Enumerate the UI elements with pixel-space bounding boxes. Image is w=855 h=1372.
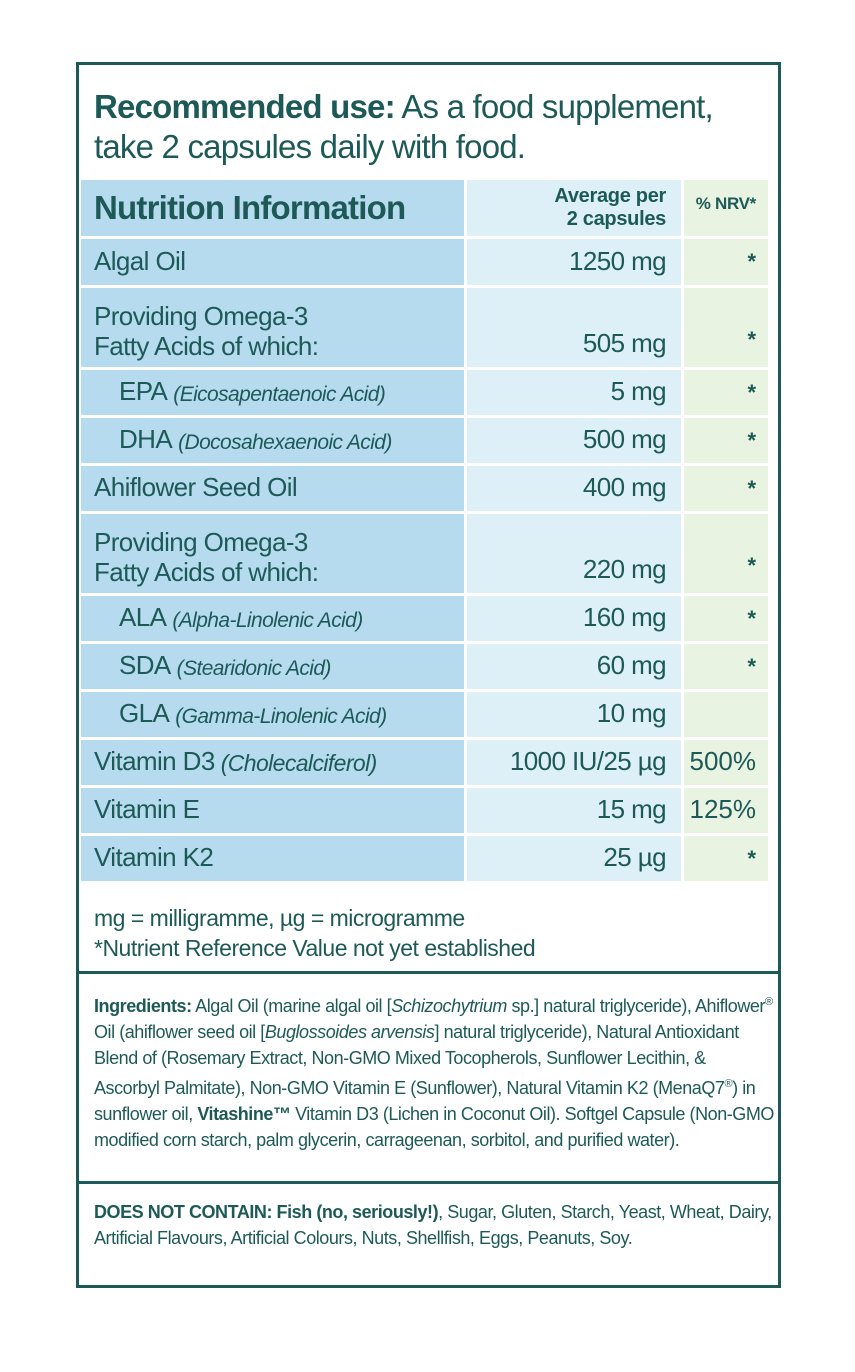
does-not-contain-text bbox=[94, 1199, 774, 1251]
divider bbox=[79, 1181, 778, 1184]
row-nrv bbox=[684, 692, 768, 737]
row-name: Vitamin E bbox=[81, 788, 464, 833]
row-amount: 220 mg bbox=[467, 514, 681, 593]
table-row bbox=[81, 692, 768, 737]
row-name-line1: Providing Omega-3 bbox=[94, 301, 308, 331]
ingredients-text bbox=[94, 989, 774, 1153]
row-nrv: * bbox=[684, 466, 768, 511]
row-name-main: Vitamin D3 bbox=[94, 746, 215, 776]
table-row bbox=[81, 239, 768, 285]
table-header-row bbox=[81, 180, 768, 236]
row-name bbox=[81, 644, 464, 689]
recommended-use bbox=[94, 87, 713, 167]
row-name-detail: (Stearidonic Acid) bbox=[176, 657, 331, 680]
table-row bbox=[81, 740, 768, 785]
divider bbox=[79, 971, 778, 974]
row-nrv: * bbox=[684, 836, 768, 881]
ingredients-part: Algal Oil (marine algal oil [ bbox=[191, 996, 392, 1016]
row-name bbox=[81, 692, 464, 737]
row-name: Ahiflower Seed Oil bbox=[81, 466, 464, 511]
supplement-label-panel bbox=[76, 62, 781, 1288]
row-name-main: DHA bbox=[119, 424, 173, 454]
row-amount: 400 mg bbox=[467, 466, 681, 511]
units-note: mg = milligramme, µg = microgramme bbox=[94, 905, 465, 931]
row-name-main: ALA bbox=[119, 602, 167, 632]
row-name-line1: Providing Omega-3 bbox=[94, 527, 308, 557]
row-nrv: * bbox=[684, 596, 768, 641]
header-average-line2: 2 capsules bbox=[566, 208, 666, 230]
table-row bbox=[81, 788, 768, 833]
row-name bbox=[81, 418, 464, 463]
header-average-line1: Average per bbox=[554, 185, 666, 207]
table-row bbox=[81, 836, 768, 881]
row-nrv: * bbox=[684, 288, 768, 367]
recommended-use-label: Recommended use: bbox=[94, 88, 395, 125]
row-name bbox=[81, 370, 464, 415]
row-nrv: * bbox=[684, 239, 768, 285]
nutrition-table bbox=[81, 180, 768, 884]
row-name-detail: (Gamma-Linolenic Acid) bbox=[175, 705, 387, 728]
header-nrv: % NRV* bbox=[684, 180, 768, 236]
footnotes bbox=[94, 903, 535, 963]
row-name-detail: (Docosahexaenoic Acid) bbox=[178, 431, 392, 454]
row-amount: 160 mg bbox=[467, 596, 681, 641]
row-name bbox=[81, 514, 464, 593]
does-not-contain-list: , Sugar, Gluten, Starch, Yeast, Wheat, Dairy, Artificial Flavours, Artificial Colours, Nuts, Shellfish, Eggs, Peanuts, Soy. bbox=[94, 1202, 772, 1248]
nrv-note: *Nutrient Reference Value not yet established bbox=[94, 935, 536, 961]
header-nutrition-information: Nutrition Information bbox=[81, 180, 464, 236]
registered-mark: ® bbox=[764, 996, 773, 1008]
row-name-main: GLA bbox=[119, 698, 170, 728]
row-name-line2: Fatty Acids of which: bbox=[94, 557, 319, 587]
row-amount: 505 mg bbox=[467, 288, 681, 367]
ingredients-part: Vitamin D3 (Lichen in Coconut Oil). Softgel Capsule (Non-GMO modified corn starch, palm glycerin, carrageenan, sorbitol, and purified water). bbox=[94, 1104, 774, 1150]
row-name bbox=[81, 596, 464, 641]
table-row bbox=[81, 644, 768, 689]
row-nrv: * bbox=[684, 418, 768, 463]
row-amount: 10 mg bbox=[467, 692, 681, 737]
table-row bbox=[81, 418, 768, 463]
row-nrv: 125% bbox=[684, 788, 768, 833]
ingredients-label: Ingredients: bbox=[94, 996, 192, 1016]
row-amount: 5 mg bbox=[467, 370, 681, 415]
ingredients-species: Schizochytrium bbox=[391, 996, 507, 1016]
ingredients-part: ] natural triglyceride), Natural Antioxidant Blend of (Rosemary Extract, Non-GMO Mixed Tocopherols, Sunflower Lecithin, & Ascorbyl Palmitate), Non-GMO Vitamin E (Sunflower), Natural Vitamin K2 (MenaQ7 bbox=[94, 1022, 739, 1098]
row-name-main: SDA bbox=[119, 650, 171, 680]
row-name-main: EPA bbox=[119, 376, 168, 406]
row-name-detail: (Eicosapentaenoic Acid) bbox=[173, 383, 386, 406]
row-amount: 25 µg bbox=[467, 836, 681, 881]
row-name-detail: (Alpha-Linolenic Acid) bbox=[172, 609, 363, 632]
row-amount: 15 mg bbox=[467, 788, 681, 833]
row-amount: 1250 mg bbox=[467, 239, 681, 285]
table-row bbox=[81, 288, 768, 367]
row-amount: 500 mg bbox=[467, 418, 681, 463]
row-amount: 1000 IU/25 µg bbox=[467, 740, 681, 785]
does-not-contain-label: DOES NOT CONTAIN: Fish (no, seriously!) bbox=[94, 1202, 439, 1222]
ingredients-part: sp.] natural triglyceride), Ahiflower bbox=[506, 996, 765, 1016]
registered-mark: ® bbox=[724, 1078, 733, 1090]
row-nrv: * bbox=[684, 514, 768, 593]
row-name-detail: (Cholecalciferol) bbox=[220, 750, 377, 776]
row-nrv: * bbox=[684, 644, 768, 689]
row-name bbox=[81, 288, 464, 367]
row-name bbox=[81, 740, 464, 785]
table-row bbox=[81, 466, 768, 511]
row-nrv: * bbox=[684, 370, 768, 415]
table-row bbox=[81, 514, 768, 593]
row-name: Vitamin K2 bbox=[81, 836, 464, 881]
row-name: Algal Oil bbox=[81, 239, 464, 285]
recommended-use-line2: take 2 capsules daily with food. bbox=[94, 128, 526, 165]
ingredients-part: Oil (ahiflower seed oil [ bbox=[94, 1022, 265, 1042]
table-row bbox=[81, 370, 768, 415]
recommended-use-line1: As a food supplement, bbox=[394, 88, 713, 125]
ingredients-part: ) in sunflower oil, bbox=[94, 1078, 756, 1124]
table-row bbox=[81, 596, 768, 641]
row-nrv: 500% bbox=[684, 740, 768, 785]
ingredients-species: Buglossoides arvensis bbox=[264, 1022, 435, 1042]
row-name-line2: Fatty Acids of which: bbox=[94, 331, 319, 361]
header-average-per-2-capsules bbox=[467, 180, 681, 236]
row-amount: 60 mg bbox=[467, 644, 681, 689]
vitashine-brand: Vitashine™ bbox=[197, 1104, 291, 1124]
